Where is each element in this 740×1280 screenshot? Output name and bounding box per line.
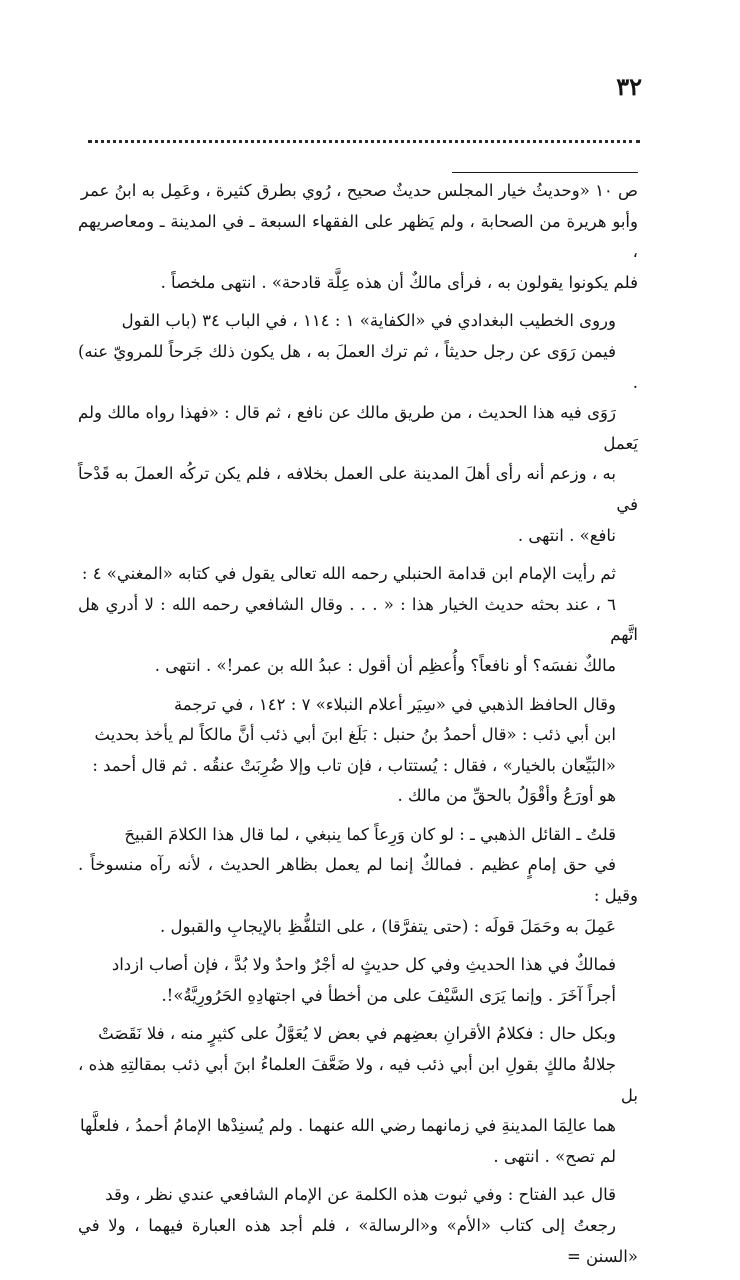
paragraph — [78, 950, 638, 1011]
paragraph — [78, 1019, 638, 1172]
footnote-rule — [452, 172, 638, 173]
text-line: به ، وزعم أنه رأى أهلَ المدينة على العمل بخلافه ، فلم يكن تركُه العملَ به قَدْحاً في — [78, 464, 638, 514]
text-line: «البَيِّعان بالخيار» ، فقال : يُستتاب ، فإن تاب وإلا ضُرِبَتْ عنقُه . ثم قال أحمد : — [92, 755, 616, 775]
text-line: هما عالِمَا المدينةِ في زمانهما رضي الله عنهما . ولم يُسنِدْها الإمامُ أحمدُ ، فلعلَّها — [80, 1116, 616, 1136]
text-line: وروى الخطيب البغدادي في «الكفاية» ١ : ١١٤ ، في الباب ٣٤ (باب القول — [121, 311, 616, 331]
text-line: قال عبد الفتاح : وفي ثبوت هذه الكلمة عن الإمام الشافعي عندي نظر ، وقد — [105, 1185, 616, 1205]
text-line: عَمِلَ به وحَمَلَ قولَه : (حتى يتفرَّقا) ، على التلفُّظِ بالإيجابِ والقبول . — [160, 916, 616, 936]
text-line: رجعتُ إلى كتاب «الأم» و«الرسالة» ، فلم أجد هذه العبارة فيهما ، ولا في «السنن = — [78, 1216, 638, 1266]
text-line: نافع» . انتهى . — [517, 525, 616, 545]
text-line: ابن أبي ذئب : «قال أحمدُ بنُ حنبل : بَلَغ ابنَ أبي ذئب أنَّ مالكاً لم يأخذ بحديث — [94, 725, 616, 745]
paragraph — [78, 690, 638, 812]
text-line: وبكل حال : فكلامُ الأقرانِ بعضِهم في بعض لا يُعَوَّلُ على كثيرٍ منه ، فلا نَقَصَتْ — [98, 1024, 616, 1044]
paragraph — [78, 1180, 638, 1272]
text-line: ثم رأيت الإمام ابن قدامة الحنبلي رحمه الله تعالى يقول في كتابه «المغني» ٤ : — [81, 564, 616, 584]
text-line: هو أورَعُ وأقْوَلُ بالحقِّ من مالك . — [397, 786, 616, 806]
paragraph — [78, 559, 638, 681]
text-line: فلم يكونوا يقولون به ، فرأى مالكٌ أن هذه عِلَّة قادحة» . انتهى ملخصاً . — [160, 272, 638, 292]
text-line: لم تصح» . انتهى . — [493, 1146, 616, 1166]
text-line: جلالةُ مالكٍ بقولِ ابن أبي ذئب فيه ، ولا ضَعَّفَ العلماءُ ابنَ أبي ذئب بمقالتِهِ هذه ، بل — [78, 1055, 638, 1105]
paragraph — [78, 176, 638, 298]
text-line: فمالكٌ في هذا الحديثِ وفي كل حديثٍ له أجْرٌ واحدٌ ولا بُدَّ ، فإن أصاب ازداد — [111, 955, 616, 975]
dotted-separator — [88, 140, 640, 143]
text-line: أجراً آخَرَ . وإنما يَرَى السَّيْفَ على من أخطأ في اجتهادِهِ الحَرُورِيَّةُ»!. — [161, 985, 616, 1005]
text-line: فيمن رَوَى عن رجل حديثاً ، ثم ترك العملَ به ، هل يكون ذلك جَرحاً للمرويّ عنه) . — [78, 341, 638, 392]
page-number: ٣٢ — [616, 72, 642, 101]
paragraph — [78, 306, 638, 551]
text-line: ٦ ، عند بحثه حديث الخيار هذا : « . . . وقال الشافعي رحمه الله : لا أدري هل اتَّهم — [78, 594, 638, 645]
text-line: قلتُ ـ القائل الذهبي ـ : لو كان وَرِعاً كما ينبغي ، لما قال هذا الكلامَ القبيحَ — [124, 824, 616, 844]
footnote-body — [78, 176, 638, 1280]
text-line: مالكٌ نفسَه؟ أو نافعاً؟ وأُعظِم أن أقول : عبدُ الله بن عمر!» . انتهى . — [154, 655, 616, 675]
text-line: ص ١٠ «وحديثُ خيار المجلس حديثٌ صحيح ، رُوي بطرق كثيرة ، وعَمِل به ابنُ عمر — [80, 181, 638, 200]
text-line: وأبو هريرة من الصحابة ، ولم يَظهر على الفقهاء السبعة ـ في المدينة ـ ومعاصريهم ، — [78, 211, 638, 262]
text-line: في حق إمامٍ عظيم . فمالكٌ إنما لم يعمل بظاهر الحديث ، لأنه رآه منسوخاً . وقيل : — [78, 855, 638, 906]
paragraph — [78, 820, 638, 942]
text-line: وقال الحافظ الذهبي في «سِيَر أعلام النبلاء» ٧ : ١٤٢ ، في ترجمة — [173, 694, 616, 714]
text-line: رَوَى فيه هذا الحديث ، من طريق مالك عن نافع ، ثم قال : «فهذا رواه مالك ولم يَعمل — [78, 403, 638, 453]
